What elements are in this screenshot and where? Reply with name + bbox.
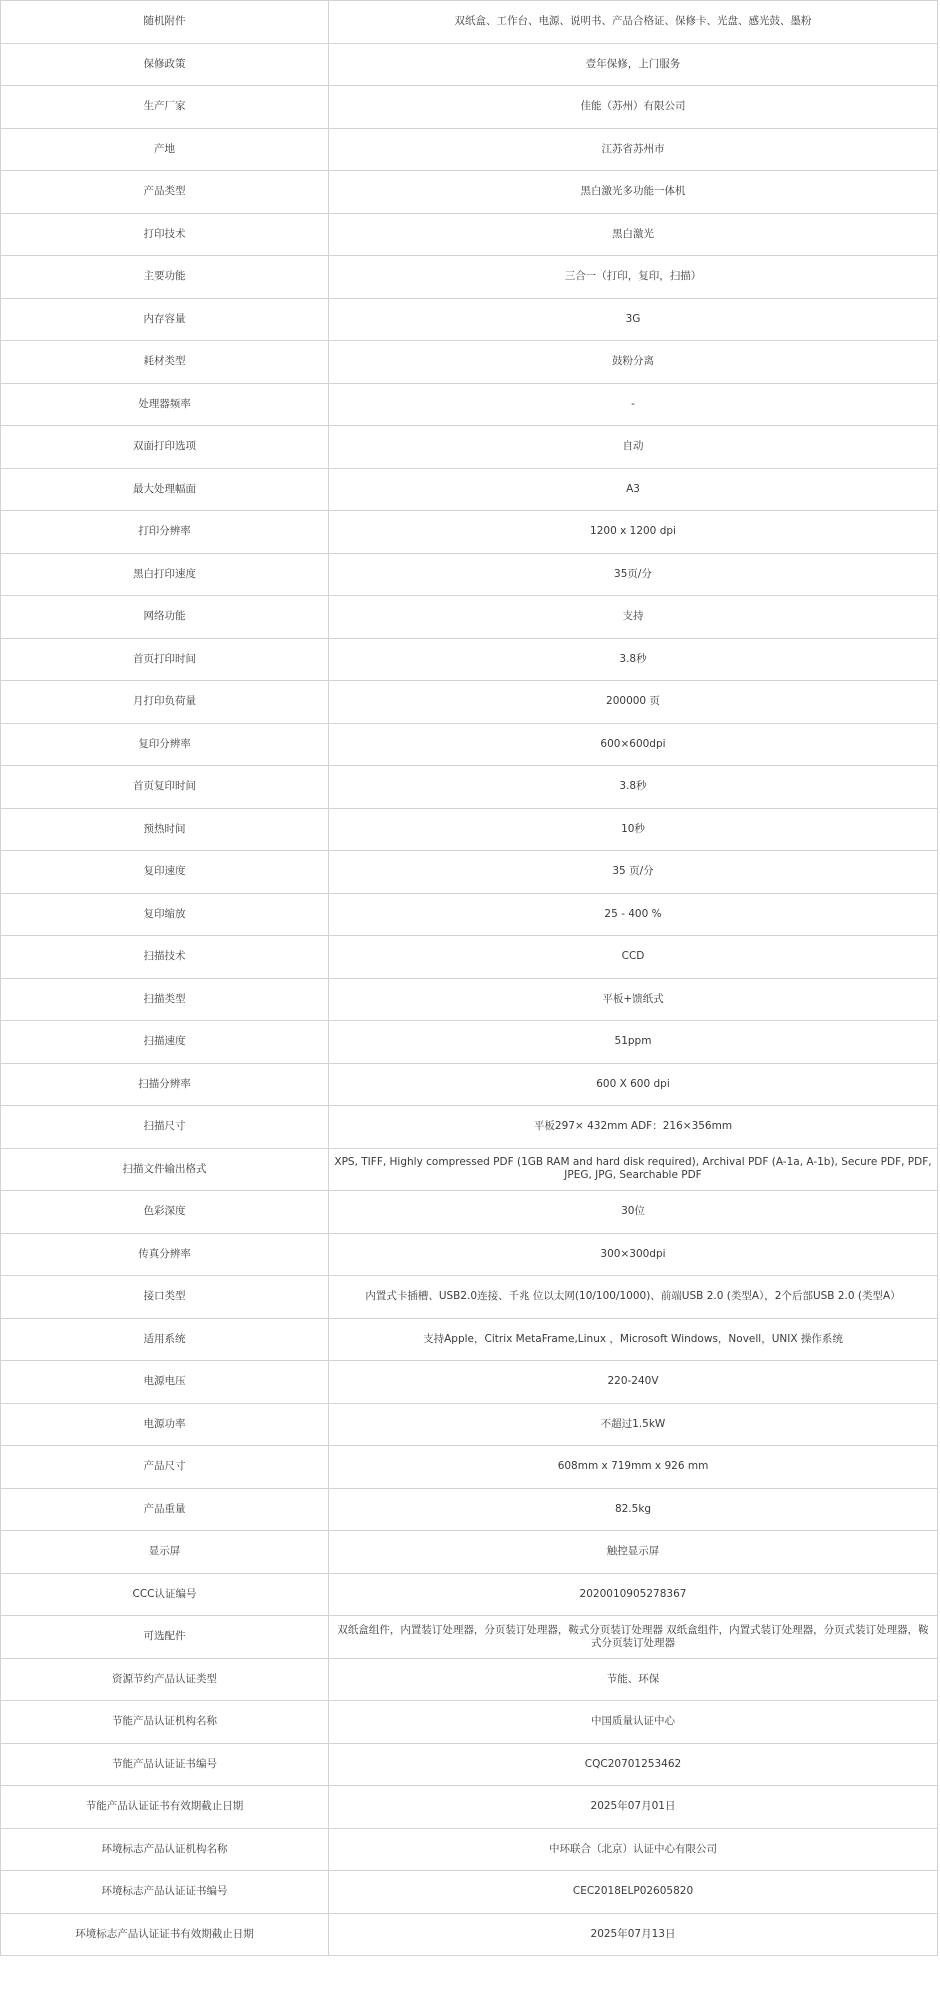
table-row xyxy=(1,1488,938,1531)
table-row xyxy=(1,1786,938,1829)
spec-value: 3.8秒 xyxy=(329,638,938,681)
spec-label: 打印技术 xyxy=(1,213,329,256)
spec-value: 3.8秒 xyxy=(329,766,938,809)
spec-label: 产品类型 xyxy=(1,171,329,214)
spec-label: 扫描文件输出格式 xyxy=(1,1148,329,1191)
spec-label: 黑白打印速度 xyxy=(1,553,329,596)
spec-label: 复印速度 xyxy=(1,851,329,894)
spec-label: 色彩深度 xyxy=(1,1191,329,1234)
table-row xyxy=(1,1871,938,1914)
spec-value: 平板297× 432mm ADF：216×356mm xyxy=(329,1106,938,1149)
table-row xyxy=(1,256,938,299)
spec-value: A3 xyxy=(329,468,938,511)
spec-value: CEC2018ELP02605820 xyxy=(329,1871,938,1914)
table-row xyxy=(1,596,938,639)
spec-value: 51ppm xyxy=(329,1021,938,1064)
spec-label: 扫描分辨率 xyxy=(1,1063,329,1106)
table-row xyxy=(1,1403,938,1446)
spec-value: 内置式卡插槽、USB2.0连接、千兆 位以太网(10/100/1000)、前端USB 2.0 (类型A），2个后部USB 2.0 (类型A） xyxy=(329,1276,938,1319)
spec-value: 35页/分 xyxy=(329,553,938,596)
spec-value: 10秒 xyxy=(329,808,938,851)
table-row xyxy=(1,1233,938,1276)
spec-value: 自动 xyxy=(329,426,938,469)
spec-value: 3G xyxy=(329,298,938,341)
spec-label: 节能产品认证机构名称 xyxy=(1,1701,329,1744)
spec-value: CQC20701253462 xyxy=(329,1743,938,1786)
table-row xyxy=(1,468,938,511)
table-row xyxy=(1,86,938,129)
spec-value: 佳能（苏州）有限公司 xyxy=(329,86,938,129)
spec-label: 可选配件 xyxy=(1,1616,329,1659)
table-row xyxy=(1,1,938,44)
spec-label: 扫描技术 xyxy=(1,936,329,979)
spec-label: 资源节约产品认证类型 xyxy=(1,1658,329,1701)
table-row xyxy=(1,553,938,596)
spec-label: 首页打印时间 xyxy=(1,638,329,681)
spec-label: 双面打印选项 xyxy=(1,426,329,469)
spec-label: 环境标志产品认证证书有效期截止日期 xyxy=(1,1913,329,1956)
spec-label: 扫描尺寸 xyxy=(1,1106,329,1149)
spec-label: 显示屏 xyxy=(1,1531,329,1574)
table-row xyxy=(1,1531,938,1574)
spec-value: 300×300dpi xyxy=(329,1233,938,1276)
table-row xyxy=(1,681,938,724)
spec-value: 黑白激光 xyxy=(329,213,938,256)
spec-label: 扫描速度 xyxy=(1,1021,329,1064)
spec-label: 网络功能 xyxy=(1,596,329,639)
spec-value: 30位 xyxy=(329,1191,938,1234)
table-row xyxy=(1,426,938,469)
spec-label: 随机附件 xyxy=(1,1,329,44)
table-row xyxy=(1,1828,938,1871)
table-row xyxy=(1,723,938,766)
table-row xyxy=(1,1276,938,1319)
spec-value: 608mm x 719mm x 926 mm xyxy=(329,1446,938,1489)
spec-table-body xyxy=(1,1,938,1956)
spec-label: 打印分辨率 xyxy=(1,511,329,554)
spec-label: 产品重量 xyxy=(1,1488,329,1531)
spec-label: 产地 xyxy=(1,128,329,171)
spec-value: 600 X 600 dpi xyxy=(329,1063,938,1106)
table-row xyxy=(1,978,938,1021)
spec-label: 耗材类型 xyxy=(1,341,329,384)
spec-value: 2020010905278367 xyxy=(329,1573,938,1616)
table-row xyxy=(1,1616,938,1659)
spec-label: 扫描类型 xyxy=(1,978,329,1021)
spec-value: 壹年保修，上门服务 xyxy=(329,43,938,86)
table-row xyxy=(1,213,938,256)
spec-value: - xyxy=(329,383,938,426)
spec-label: 节能产品认证证书编号 xyxy=(1,1743,329,1786)
spec-value: 200000 页 xyxy=(329,681,938,724)
spec-label: 产品尺寸 xyxy=(1,1446,329,1489)
spec-label: 保修政策 xyxy=(1,43,329,86)
table-row xyxy=(1,511,938,554)
spec-label: 环境标志产品认证证书编号 xyxy=(1,1871,329,1914)
table-row xyxy=(1,1361,938,1404)
table-row xyxy=(1,298,938,341)
spec-value: 600×600dpi xyxy=(329,723,938,766)
spec-label: 节能产品认证证书有效期截止日期 xyxy=(1,1786,329,1829)
spec-value: 不超过1.5kW xyxy=(329,1403,938,1446)
spec-value: 黑白激光多功能一体机 xyxy=(329,171,938,214)
table-row xyxy=(1,808,938,851)
spec-value: 平板+馈纸式 xyxy=(329,978,938,1021)
spec-label: 接口类型 xyxy=(1,1276,329,1319)
spec-label: 生产厂家 xyxy=(1,86,329,129)
table-row xyxy=(1,1573,938,1616)
table-row xyxy=(1,1913,938,1956)
spec-label: 复印分辨率 xyxy=(1,723,329,766)
table-row xyxy=(1,128,938,171)
spec-value: 220-240V xyxy=(329,1361,938,1404)
spec-value: 2025年07月13日 xyxy=(329,1913,938,1956)
spec-value: 1200 x 1200 dpi xyxy=(329,511,938,554)
spec-value: 2025年07月01日 xyxy=(329,1786,938,1829)
spec-value: 双纸盒组件，内置装订处理器，分页装订处理器，鞍式分页装订处理器 双纸盒组件，内置式装订处理器，分页式装订处理器，鞍式分页装订处理器 xyxy=(329,1616,938,1659)
table-row xyxy=(1,638,938,681)
spec-value: 触控显示屏 xyxy=(329,1531,938,1574)
spec-value: 江苏省苏州市 xyxy=(329,128,938,171)
spec-value: CCD xyxy=(329,936,938,979)
spec-value: 25 - 400 % xyxy=(329,893,938,936)
spec-label: 预热时间 xyxy=(1,808,329,851)
spec-label: 月打印负荷量 xyxy=(1,681,329,724)
spec-value: 双纸盒、工作台、电源、说明书、产品合格证、保修卡、光盘、感光鼓、墨粉 xyxy=(329,1,938,44)
table-row xyxy=(1,43,938,86)
table-row xyxy=(1,851,938,894)
spec-value: 三合一（打印，复印，扫描） xyxy=(329,256,938,299)
spec-label: 最大处理幅面 xyxy=(1,468,329,511)
table-row xyxy=(1,893,938,936)
spec-value: 支持 xyxy=(329,596,938,639)
spec-value: 82.5kg xyxy=(329,1488,938,1531)
table-row xyxy=(1,383,938,426)
spec-label: CCC认证编号 xyxy=(1,1573,329,1616)
spec-label: 首页复印时间 xyxy=(1,766,329,809)
spec-label: 环境标志产品认证机构名称 xyxy=(1,1828,329,1871)
table-row xyxy=(1,1743,938,1786)
spec-value: 中环联合（北京）认证中心有限公司 xyxy=(329,1828,938,1871)
table-row xyxy=(1,936,938,979)
spec-label: 电源电压 xyxy=(1,1361,329,1404)
table-row xyxy=(1,766,938,809)
spec-value: 中国质量认证中心 xyxy=(329,1701,938,1744)
table-row xyxy=(1,1106,938,1149)
spec-label: 电源功率 xyxy=(1,1403,329,1446)
spec-label: 适用系统 xyxy=(1,1318,329,1361)
table-row xyxy=(1,1191,938,1234)
spec-label: 复印缩放 xyxy=(1,893,329,936)
table-row xyxy=(1,171,938,214)
spec-label: 传真分辨率 xyxy=(1,1233,329,1276)
table-row xyxy=(1,1658,938,1701)
spec-value: 35 页/分 xyxy=(329,851,938,894)
table-row xyxy=(1,341,938,384)
spec-label: 处理器频率 xyxy=(1,383,329,426)
table-row xyxy=(1,1148,938,1191)
spec-value: 支持Apple，Citrix MetaFrame,Linux ，Microsoft Windows，Novell，UNIX 操作系统 xyxy=(329,1318,938,1361)
spec-value: XPS, TIFF, Highly compressed PDF (1GB RAM and hard disk required), Archival PDF (A-1a, A-1b), Secure PDF, PDF, JPEG, JPG, Searchable PDF xyxy=(329,1148,938,1191)
spec-label: 内存容量 xyxy=(1,298,329,341)
table-row xyxy=(1,1701,938,1744)
spec-value: 节能、环保 xyxy=(329,1658,938,1701)
spec-label: 主要功能 xyxy=(1,256,329,299)
table-row xyxy=(1,1318,938,1361)
table-row xyxy=(1,1446,938,1489)
spec-value: 鼓粉分离 xyxy=(329,341,938,384)
table-row xyxy=(1,1021,938,1064)
table-row xyxy=(1,1063,938,1106)
